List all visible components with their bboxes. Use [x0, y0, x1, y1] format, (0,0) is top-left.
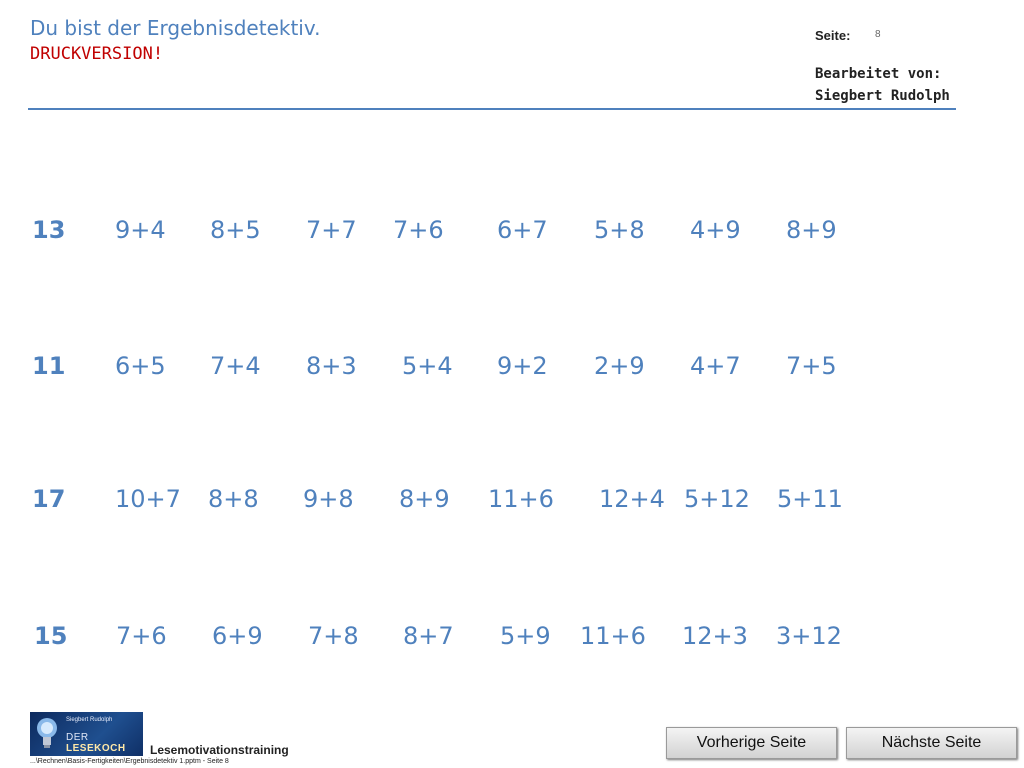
- term-item[interactable]: 5+4: [402, 352, 453, 380]
- term-item[interactable]: 8+5: [210, 216, 261, 244]
- lightbulb-icon: [34, 716, 60, 752]
- logo-author: Siegbert Rudolph: [66, 717, 113, 723]
- term-item[interactable]: 7+5: [786, 352, 837, 380]
- logo-text: DER LESEKOCH: [66, 732, 126, 754]
- next-page-button[interactable]: Nächste Seite: [846, 727, 1017, 759]
- term-item[interactable]: 7+6: [116, 622, 167, 650]
- term-item[interactable]: 9+4: [115, 216, 166, 244]
- file-path: ...\Rechnen\Basis-Fertigkeiten\Ergebnisdetektiv 1.pptm - Seite 8: [30, 758, 229, 765]
- term-item[interactable]: 7+6: [393, 216, 444, 244]
- term-item[interactable]: 3+12: [776, 622, 842, 650]
- term-item[interactable]: 5+9: [500, 622, 551, 650]
- lesekoch-logo: [30, 712, 143, 756]
- term-item[interactable]: 7+7: [306, 216, 357, 244]
- term-item[interactable]: 8+9: [786, 216, 837, 244]
- term-item[interactable]: 5+12: [684, 485, 750, 513]
- header-divider: [28, 108, 956, 110]
- term-item[interactable]: 7+4: [210, 352, 261, 380]
- row-target-number: 13: [32, 216, 66, 244]
- previous-page-button[interactable]: Vorherige Seite: [666, 727, 837, 759]
- term-item[interactable]: 2+9: [594, 352, 645, 380]
- term-item[interactable]: 10+7: [115, 485, 181, 513]
- term-item[interactable]: 12+3: [682, 622, 748, 650]
- term-item[interactable]: 9+2: [497, 352, 548, 380]
- row-target-number: 17: [32, 485, 66, 513]
- print-version-label: DRUCKVERSION!: [30, 44, 164, 64]
- term-item[interactable]: 8+8: [208, 485, 259, 513]
- term-item[interactable]: 7+8: [308, 622, 359, 650]
- editor-name: Siegbert Rudolph: [815, 88, 950, 104]
- term-item[interactable]: 6+7: [497, 216, 548, 244]
- page-title: Du bist der Ergebnisdetektiv.: [30, 16, 321, 40]
- footer-label: Lesemotivationstraining: [150, 743, 289, 757]
- term-item[interactable]: 6+9: [212, 622, 263, 650]
- term-item[interactable]: 12+4: [599, 485, 665, 513]
- term-item[interactable]: 11+6: [580, 622, 646, 650]
- term-item[interactable]: 5+11: [777, 485, 843, 513]
- term-item[interactable]: 4+9: [690, 216, 741, 244]
- page-label: Seite:: [815, 28, 851, 43]
- term-item[interactable]: 4+7: [690, 352, 741, 380]
- term-item[interactable]: 8+7: [403, 622, 454, 650]
- term-item[interactable]: 8+9: [399, 485, 450, 513]
- term-item[interactable]: 6+5: [115, 352, 166, 380]
- row-target-number: 15: [34, 622, 68, 650]
- term-item[interactable]: 8+3: [306, 352, 357, 380]
- editor-label: Bearbeitet von:: [815, 66, 942, 82]
- term-item[interactable]: 9+8: [303, 485, 354, 513]
- page-number: 8: [875, 29, 881, 40]
- term-item[interactable]: 5+8: [594, 216, 645, 244]
- row-target-number: 11: [32, 352, 66, 380]
- term-item[interactable]: 11+6: [488, 485, 554, 513]
